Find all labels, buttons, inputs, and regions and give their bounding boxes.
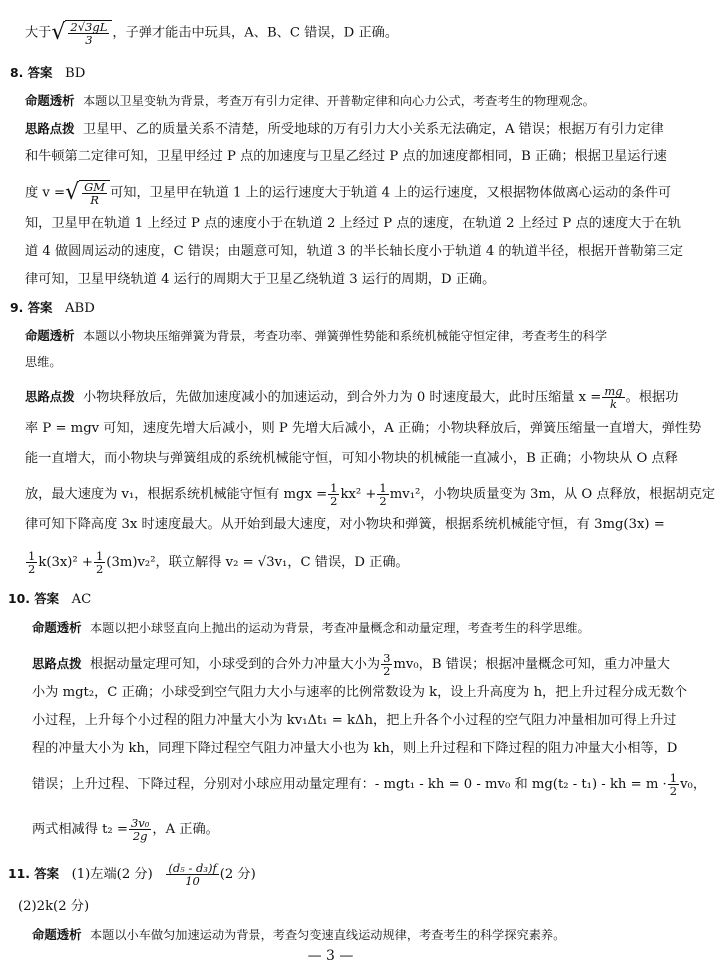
fraction-numerator: 2√3gL	[70, 20, 108, 34]
q9-answer: 9. 答案 ABD	[10, 300, 95, 316]
q11-line-b: (2)2k(2 分)	[18, 899, 90, 914]
text: ，子弹才能击中玩具，A、B、C 错误，D 正确。	[112, 25, 399, 41]
q10-line-f: 两式相减得 t₂ = $\frac{\text{3v₀}}{2g}$ ，A 正确。	[32, 816, 219, 843]
q10-line-a: 思路点拨 根据动量定理可知，小球受到的合外力冲量大小为 $\frac{3}{2}$ mv₀，B 错误；根据冲量概念可知，重力冲量大	[32, 651, 670, 678]
q10-line-c: 小过程，上升每个小过程的阻力冲量大小为 kv₁Δt₁ = kΔh，把上升各个小过程的空气阻力冲量相加可得上升过	[32, 713, 677, 728]
q10-line-e: 错误；上升过程、下降过程，分别对小球应用动量定理有：- mgt₁ - kh = 0 - mv₀ 和 mg(t₂ - t₁) - kh = m · $\frac{1}{2}$ v₀，	[32, 771, 707, 798]
q8-intent: 命题透析 本题以卫星变轨为背景，考查万有引力定律、开普勒定律和向心力公式，考查考生的物理观念。	[25, 93, 595, 108]
q9-intent-cont: 思维。	[25, 355, 62, 369]
q8-line-b: 和牛顿第二定律可知，卫星甲经过 P 点的加速度与卫星乙经过 P 点的加速度都相同，B 正确；根据卫星运行速	[25, 149, 667, 164]
q8-answer: 8. 答案 BD	[10, 65, 86, 81]
q11-intent: 命题透析 本题以小车做匀加速运动为背景，考查匀变速直线运动规律，考查考生的科学探究素养。	[32, 927, 566, 942]
q10-answer: 10. 答案 AC	[8, 591, 92, 607]
q8-line-f: 律可知，卫星甲绕轨道 4 运行的周期大于卫星乙绕轨道 3 运行的周期，D 正确。	[25, 272, 496, 287]
q9-intent: 命题透析 本题以小物块压缩弹簧为背景，考查功率、弹簧弹性势能和系统机械能守恒定律，考查考生的科学	[25, 328, 608, 343]
text: 大于	[25, 25, 52, 41]
fraction-denominator: 3	[85, 33, 93, 47]
q9-line-f: $\frac{1}{2}$ k(3x)² + $\frac{1}{2}$ (3m)v₂²，联立解得 v₂ = √3v₁，C 错误，D 正确。	[28, 549, 409, 576]
q8-line-e: 道 4 做圆周运动的速度，C 错误；由题意可知，轨道 3 的半长轴长度小于轨道 4 的轨道半径，根据开普勒第三定	[25, 244, 684, 259]
q8-line-c: 度 v =√ $\frac{GM}{R}$ 可知，卫星甲在轨道 1 上的运行速度大于轨道 4 上的运行速度，又根据物体做离心运动的条件可	[25, 180, 672, 207]
q10-line-b: 小为 mgt₂，C 正确；小球受到空气阻力大小与速率的比例常数设为 k，设上升高度为 h，把上升过程分成无数个	[32, 685, 688, 700]
q9-line-d: 放，最大速度为 v₁，根据系统机械能守恒有 mgx = $\frac{1}{2}$ kx² + $\frac{1}{2}$ mv₁²，小物块质量变为 3m，从 O 点释放，根据胡克定	[25, 481, 715, 508]
q8-line-d: 知，卫星甲在轨道 1 上经过 P 点的速度小于在轨道 2 上经过 P 点的速度，在轨道 2 上经过 P 点的速度大于在轨	[25, 216, 681, 231]
q10-line-d: 程的冲量大小为 kh，同理下降过程空气阻力冲量大小也为 kh，则上升过程和下降过程的阻力冲量大小相等，D	[32, 741, 678, 756]
q8-line-a: 思路点拨 卫星甲、乙的质量关系不清楚，所受地球的万有引力大小关系无法确定，A 错误；根据万有引力定律	[25, 121, 664, 137]
continuation-line: 大于√ $\frac{2√3gL}{3}$ ，子弹才能击中玩具，A、B、C 错误，D 正确。	[25, 20, 399, 47]
q9-line-e: 律可知下降高度 3x 时速度最大。从开始到最大速度，对小物块和弹簧，根据系统机械能守恒，有 3mg(3x) =	[25, 517, 665, 532]
page-number: — 3 —	[307, 948, 354, 964]
q10-intent: 命题透析 本题以把小球竖直向上抛出的运动为背景，考查冲量概念和动量定理，考查考生的科学思维。	[32, 620, 590, 635]
q9-line-c: 能一直增大，而小物块与弹簧组成的系统机械能守恒，可知小物块的机械能一直减小，B 正确；小物块从 O 点释	[25, 451, 678, 466]
q9-line-b: 率 P = mgv 可知，速度先增大后减小，则 P 先增大后减小，A 正确；小物块释放后，弹簧压缩量一直增大，弹性势	[25, 421, 702, 436]
q9-line-a: 思路点拨 小物块释放后，先做加速度减小的加速运动，到合外力为 0 时速度最大，此时压缩量 x = $\frac{mg}{k}$ 。根据功	[25, 384, 679, 411]
q11-answer: 11. 答案 (1)左端(2 分) $\frac{\text{(d₅ - d₃)f}}{10}$ (2 分)	[8, 861, 256, 888]
